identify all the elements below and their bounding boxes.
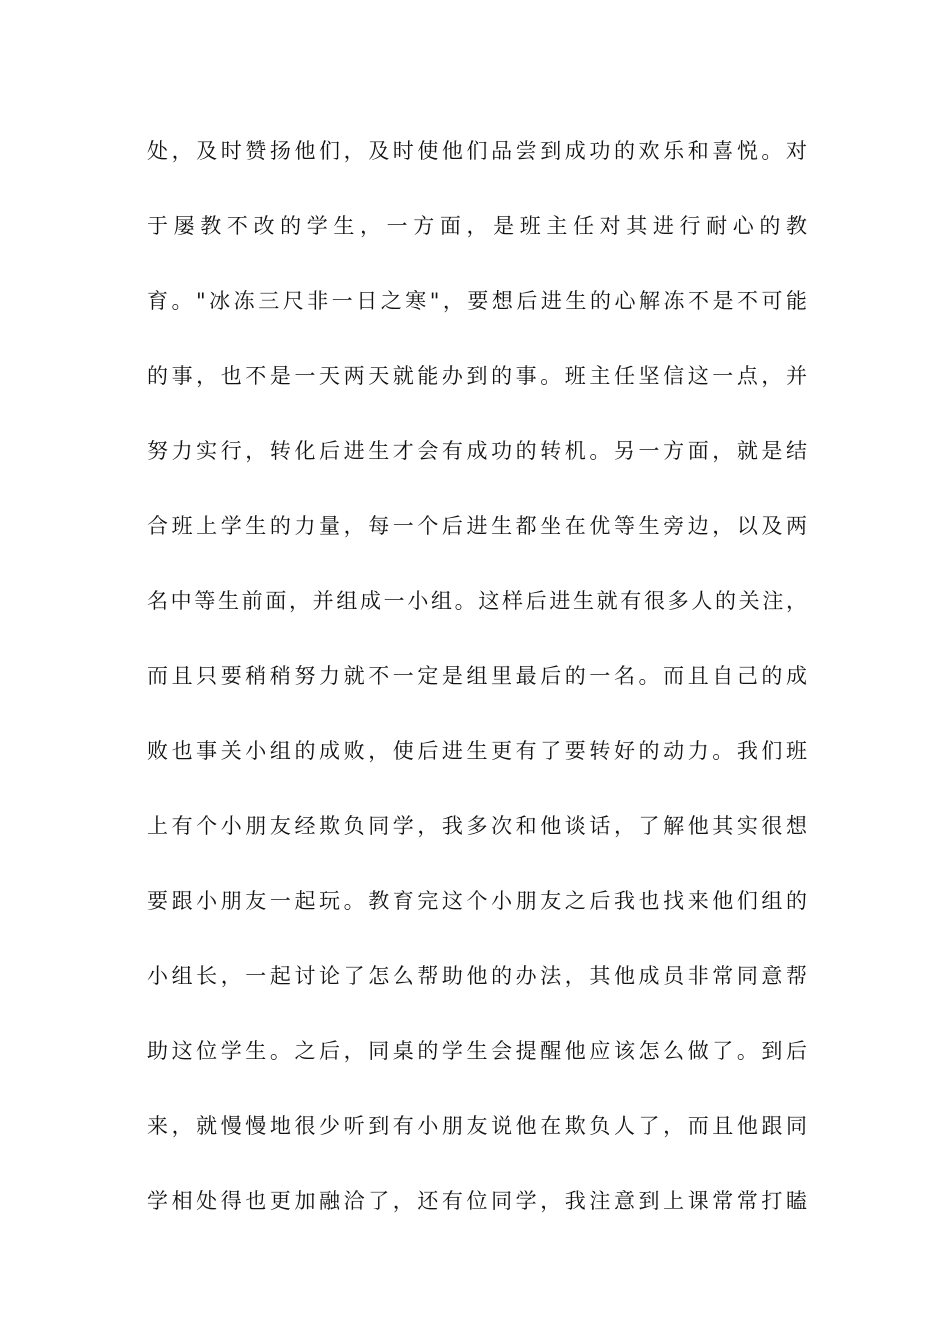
text-line: 来，就慢慢地很少听到有小朋友说他在欺负人了，而且他跟同	[147, 1114, 807, 1138]
text-line: 名中等生前面，并组成一小组。这样后进生就有很多人的关注，	[147, 589, 807, 613]
text-line: 合班上学生的力量，每一个后进生都坐在优等生旁边，以及两	[147, 514, 807, 538]
text-line: 育。"冰冻三尺非一日之寒"，要想后进生的心解冻不是不可能	[147, 289, 807, 313]
text-line: 于屡教不改的学生，一方面，是班主任对其进行耐心的教	[147, 214, 807, 238]
text-line: 上有个小朋友经欺负同学，我多次和他谈话，了解他其实很想	[147, 814, 807, 838]
text-line: 学相处得也更加融洽了，还有位同学，我注意到上课常常打瞌	[147, 1189, 807, 1213]
text-line: 败也事关小组的成败，使后进生更有了要转好的动力。我们班	[147, 739, 807, 763]
text-line: 要跟小朋友一起玩。教育完这个小朋友之后我也找来他们组的	[147, 889, 807, 913]
text-line: 努力实行，转化后进生才会有成功的转机。另一方面，就是结	[147, 439, 807, 463]
text-line: 小组长，一起讨论了怎么帮助他的办法，其他成员非常同意帮	[147, 964, 807, 988]
text-line: 处，及时赞扬他们，及时使他们品尝到成功的欢乐和喜悦。对	[147, 139, 807, 163]
body-text	[147, 131, 807, 1256]
text-line: 的事，也不是一天两天就能办到的事。班主任坚信这一点，并	[147, 364, 807, 388]
text-line: 助这位学生。之后，同桌的学生会提醒他应该怎么做了。到后	[147, 1039, 807, 1063]
text-line: 而且只要稍稍努力就不一定是组里最后的一名。而且自己的成	[147, 664, 807, 688]
